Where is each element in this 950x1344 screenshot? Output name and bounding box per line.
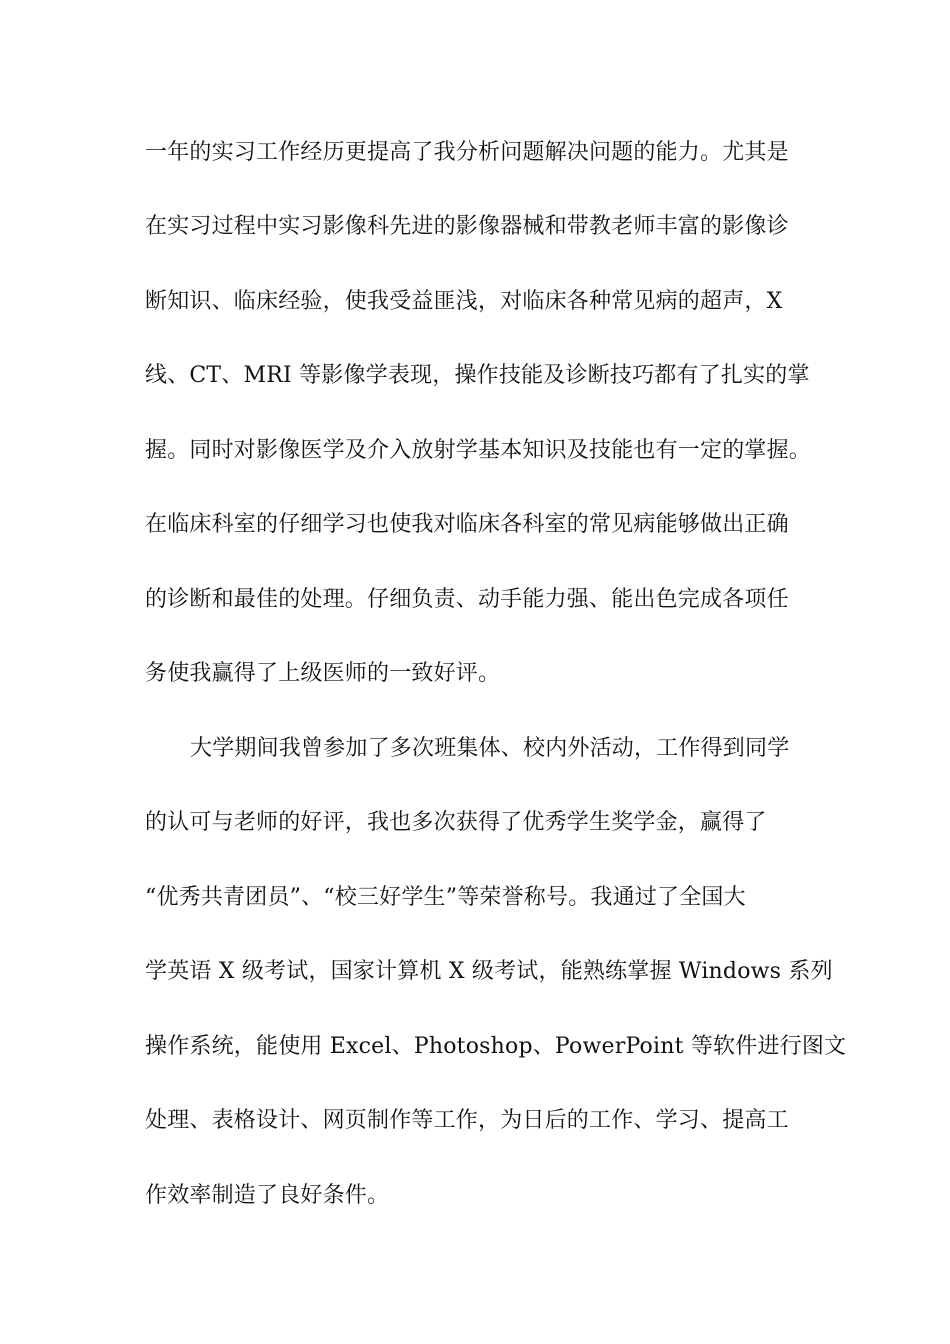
text-line: 处理、表格设计、网页制作等工作，为日后的工作、学习、提高工: [145, 1108, 789, 1133]
text-line: 线、CT、MRI 等影像学表现，操作技能及诊断技巧都有了扎实的掌: [145, 363, 810, 388]
text-line: 在临床科室的仔细学习也使我对临床各科室的常见病能够做出正确: [145, 512, 789, 537]
text-line: 的认可与老师的好评，我也多次获得了优秀学生奖学金，赢得了: [145, 810, 767, 835]
text-line: 一年的实习工作经历更提高了我分析问题解决问题的能力。尤其是: [145, 140, 789, 165]
text-line: 作效率制造了良好条件。: [145, 1183, 390, 1208]
text-line: 操作系统，能使用 Excel、Photoshop、PowerPoint 等软件进行图文: [145, 1034, 847, 1059]
text-line: 断知识、临床经验，使我受益匪浅，对临床各种常见病的超声，X: [145, 289, 783, 314]
text-line: 在实习过程中实习影像科先进的影像器械和带教老师丰富的影像诊: [145, 214, 789, 239]
text-line: 学英语 X 级考试，国家计算机 X 级考试，能熟练掌握 Windows 系列: [145, 959, 833, 984]
text-line: 务使我赢得了上级医师的一致好评。: [145, 661, 501, 686]
text-line: 握。同时对影像医学及介入放射学基本知识及技能也有一定的掌握。: [145, 438, 812, 463]
text-line: 大学期间我曾参加了多次班集体、校内外活动，工作得到同学: [190, 736, 790, 761]
text-line: 的诊断和最佳的处理。仔细负责、动手能力强、能出色完成各项任: [145, 587, 789, 612]
text-line: “优秀共青团员”、“校三好学生”等荣誉称号。我通过了全国大: [145, 885, 746, 910]
